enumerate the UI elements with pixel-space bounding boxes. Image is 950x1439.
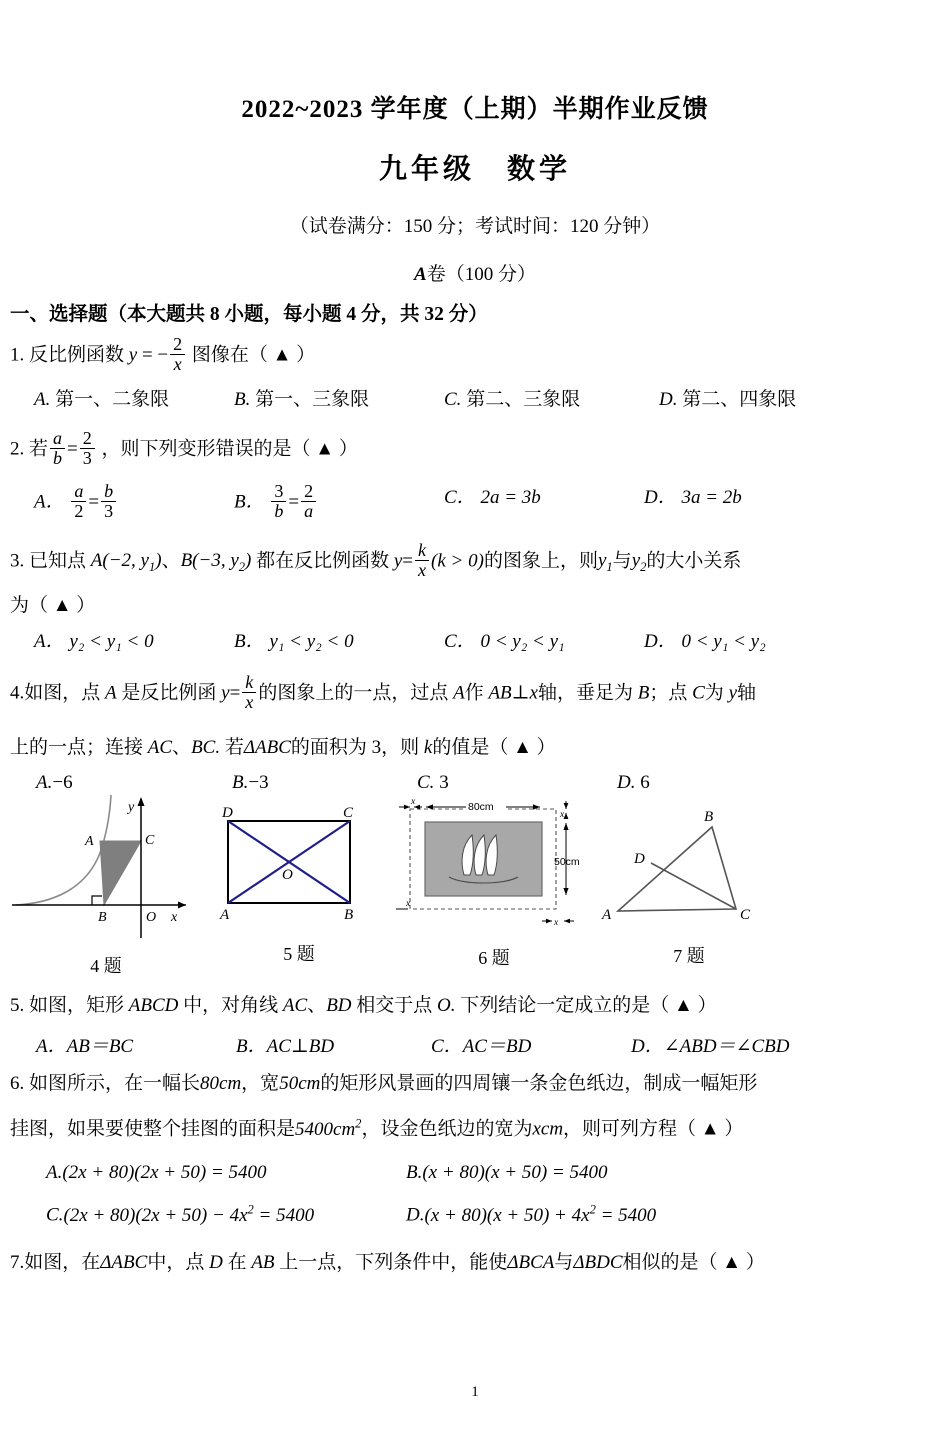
q3-point-b: [180, 550, 252, 574]
q4-perp: AB⊥x: [488, 682, 538, 704]
q4-line2-b: 若: [224, 736, 244, 758]
x-axis-arrow: [178, 902, 186, 909]
q5-option-a-label: A．: [36, 1035, 67, 1057]
q5-line1-b: 中，对角线: [183, 995, 279, 1017]
q2-option-b: [234, 482, 444, 521]
q4-option-d: [617, 772, 650, 794]
q5-line1-d: 下列结论一定成立的是（ ▲ ）: [460, 995, 717, 1017]
q3-pointA-main: A(−2, y: [90, 550, 149, 572]
q3-option-c: [444, 626, 644, 653]
q4-option-c-label: C.: [417, 772, 435, 794]
q2-a-den2: 3: [101, 501, 116, 521]
q6-option-c-label: C.: [46, 1204, 64, 1226]
question-4: [0, 673, 950, 712]
q1-option-a: [34, 384, 234, 411]
y-axis-arrow: [138, 797, 145, 806]
q4-eq-sign: =: [229, 682, 241, 704]
q3-line1-b: 都在反比例函数: [256, 550, 390, 572]
figure-7-caption: 7 题: [673, 946, 705, 967]
q2-b-eq: =: [288, 491, 300, 513]
q6-option-d: [406, 1202, 656, 1226]
fig6-x-label-bottomright: x: [554, 918, 559, 929]
q4-line1-b: 是反比例函: [121, 682, 217, 704]
q5-rect: ABCD: [128, 995, 179, 1017]
fig6-x-label-topleft: x: [411, 797, 416, 808]
q3-sep: 、: [161, 550, 181, 572]
q1-option-a-label: A.: [34, 388, 51, 410]
q5-option-c: [431, 1031, 631, 1058]
q5-option-d-label: D．: [631, 1035, 664, 1057]
q4-line1-d: 作: [464, 682, 484, 704]
q1-option-c-text: 第二、三象限: [466, 388, 581, 410]
q6-option-a: [46, 1162, 406, 1184]
question-3: [0, 541, 950, 580]
q5-number: 5.: [10, 995, 25, 1017]
q6-option-b-text: (x + 80)(x + 50) = 5400: [422, 1162, 608, 1184]
q4-number: 4.: [10, 682, 25, 704]
page-title: 2022~2023 学年度（上期）半期作业反馈: [241, 96, 709, 123]
q5-option-a: [36, 1031, 236, 1058]
q2-option-c: [444, 482, 644, 521]
q6-line1-a: 如图所示，在一幅长: [29, 1072, 201, 1094]
q4-option-a-label: A.: [36, 772, 53, 794]
q6-line2-c: ，则可列方程（ ▲ ）: [563, 1118, 744, 1140]
q3-condition: (k > 0): [431, 550, 484, 572]
q6-option-b: [406, 1162, 608, 1184]
q6-option-c: [46, 1202, 406, 1226]
q4-line1-a: 如图，点: [24, 682, 101, 704]
q4-option-b: [232, 772, 417, 794]
q3-option-b-text: y₁ < y₂ < 0: [269, 631, 354, 652]
q1-option-a-text: 第一、二象限: [55, 388, 170, 410]
figures-row: [0, 797, 950, 978]
figure-4-svg: [8, 793, 198, 943]
q3-number: 3.: [10, 550, 25, 572]
q3-fraction: [415, 541, 429, 580]
q3-frac-den: x: [415, 560, 429, 580]
q6-c-tail: = 5400: [253, 1204, 315, 1226]
q6-d-main: (x + 80)(x + 50) + 4x: [424, 1204, 590, 1226]
q3-point-a: [90, 550, 162, 574]
q3-option-b-label: B．: [234, 631, 265, 652]
subject-title: 九年级 数学: [378, 152, 571, 185]
part-label-letter: A: [414, 264, 427, 285]
fig5-label-C: C: [343, 805, 354, 822]
q2-text-before: 若: [29, 438, 49, 460]
figure-6-svg: [394, 793, 590, 935]
question-5-options: [0, 1031, 950, 1058]
question-6-options-row1: [0, 1162, 950, 1184]
q3-line1-a: 已知点: [29, 550, 87, 572]
fig4-label-y: y: [128, 800, 135, 816]
q6-area: [295, 1116, 362, 1140]
figure-7: [594, 799, 784, 978]
q7-number: 7.: [10, 1251, 25, 1273]
shaded-triangle-abc: [100, 841, 141, 905]
q4-pointB: B: [637, 682, 650, 704]
fig7-label-C: C: [740, 907, 751, 924]
figure-5-caption: 5 题: [283, 944, 315, 965]
q4-option-d-text: 6: [640, 772, 650, 794]
q3-pointB-end: ): [245, 550, 252, 572]
q1-frac-num: 2: [173, 334, 183, 354]
q4-line1-f: ；点: [649, 682, 688, 704]
q3-y2-sub: 2: [640, 559, 647, 574]
q7-line1-f: 相似的是（ ▲ ）: [622, 1251, 765, 1273]
q1-eq-var: y: [128, 344, 138, 366]
q3-eq-var: y: [393, 550, 403, 572]
q4-frac-num: k: [245, 672, 254, 692]
q4-sep: 、: [172, 736, 192, 758]
q1-option-b-label: B.: [234, 388, 251, 410]
figure-6-caption: 6 题: [478, 948, 510, 969]
exam-info: （试卷满分：150 分；考试时间：120 分钟）: [289, 216, 661, 237]
q4-triangle: ΔABC: [243, 736, 291, 758]
fig5-label-O: O: [282, 867, 293, 884]
q5-diag2: BD: [326, 995, 352, 1017]
part-label-rest: 卷（100 分）: [426, 264, 536, 285]
q5-option-d: [631, 1031, 790, 1058]
q7-tri1: ΔABC: [100, 1251, 148, 1273]
q2-option-d-text: 3a = 2b: [681, 486, 742, 508]
fig4-label-C: C: [145, 833, 155, 849]
q7-tri2: ΔBCA: [507, 1251, 555, 1273]
q5-option-b-label: B．: [236, 1035, 267, 1057]
q1-eq-sign: = −: [141, 344, 169, 366]
q6-option-b-label: B.: [406, 1162, 423, 1184]
q6-area-main: 5400cm: [295, 1118, 356, 1140]
q1-option-b: [234, 384, 444, 411]
part-label: [0, 259, 950, 286]
q3-y2: [631, 550, 647, 574]
q7-line1-b: 中，点: [147, 1251, 205, 1273]
q4-option-b-text: −3: [248, 772, 269, 794]
fig4-label-B: B: [98, 910, 107, 926]
q3-option-d-text: 0 < y₁ < y₂: [681, 631, 766, 652]
figure-4-caption: 4 题: [90, 956, 122, 977]
fig5-label-D: D: [222, 805, 233, 822]
q6-line1-b: ，宽: [241, 1072, 280, 1094]
q5-option-c-label: C．: [431, 1035, 463, 1057]
q5-diag1: AC: [282, 995, 308, 1017]
q3-option-a-text: y₂ < y₁ < 0: [69, 631, 154, 652]
q3-pointA-sub: 1: [148, 559, 156, 574]
q1-fraction: [170, 335, 185, 374]
q3-option-b: [234, 626, 444, 653]
q4-seg2: BC.: [191, 736, 221, 758]
q3-line2: 为（ ▲ ）: [10, 594, 96, 616]
q1-text-after: 图像在（ ▲ ）: [191, 344, 316, 366]
q7-line1-c: 在: [227, 1251, 247, 1273]
q5-pointO: O.: [437, 995, 456, 1017]
q2-a-eq: =: [88, 491, 100, 513]
question-2: [0, 429, 950, 468]
q3-y2-main: y: [631, 550, 641, 572]
q6-c-sup: 2: [247, 1202, 254, 1217]
q6-d-sup: 2: [589, 1202, 596, 1217]
q3-option-d-label: D．: [644, 631, 677, 652]
q1-option-d: [659, 384, 796, 411]
q3-y1-main: y: [597, 550, 607, 572]
q6-d-tail: = 5400: [595, 1204, 657, 1226]
q3-y1-sub: 1: [606, 559, 613, 574]
q3-eq-sign: =: [402, 550, 414, 572]
q6-area-sup: 2: [355, 1116, 362, 1131]
q6-width: 50cm: [279, 1072, 321, 1094]
q6-length: 80cm: [200, 1072, 242, 1094]
q3-frac-num: k: [418, 539, 427, 560]
fig4-label-x: x: [171, 910, 178, 926]
q6-line2-b: ，设金色纸边的宽为: [361, 1118, 533, 1140]
q4-line1-g: 为: [704, 682, 724, 704]
q2-b-num1: 3: [274, 480, 284, 501]
fig5-label-A: A: [220, 907, 230, 924]
q4-option-a-text: −6: [52, 772, 73, 794]
q2-option-b-frac1: [271, 482, 286, 521]
fig4-label-A: A: [85, 834, 94, 850]
q2-b-den2: a: [301, 501, 316, 521]
q2-rhs-num: 2: [82, 427, 92, 448]
q4-line2-c: 的面积为 3，则: [290, 736, 420, 758]
q3-pointB-sub: 2: [238, 559, 246, 574]
fig5-label-B: B: [344, 907, 354, 924]
section-heading: 一、选择题（本大题共 8 小题，每小题 4 分，共 32 分）: [10, 304, 488, 325]
q1-text-before: 反比例函数: [29, 344, 125, 366]
q4-option-c-text: 3: [439, 772, 449, 794]
q3-option-c-text: 0 < y₂ < y₁: [480, 631, 565, 652]
q2-rhs-den: 3: [80, 448, 95, 468]
question-3-options: [0, 626, 950, 653]
fig6-x-label-topright: x: [560, 810, 565, 821]
fig6-height-label: 50cm: [554, 856, 580, 869]
q3-pointB-main: B(−3, y: [180, 550, 239, 572]
q3-y1: [597, 550, 613, 574]
q3-pointA-end: ): [155, 550, 162, 572]
exam-page: [0, 95, 950, 1439]
q4-pointA: A: [105, 682, 117, 704]
fig7-label-D: D: [634, 851, 645, 868]
q2-lhs-num: a: [53, 427, 63, 448]
q1-option-d-label: D.: [659, 388, 678, 410]
right-angle-mark: [92, 896, 102, 905]
q2-option-c-label: C．: [444, 486, 476, 508]
q2-option-a-frac2: [101, 482, 116, 521]
q3-option-c-label: C．: [444, 631, 476, 652]
q3-option-d: [644, 626, 766, 653]
q3-option-a-label: A．: [34, 631, 65, 652]
q7-line1-a: 如图，在: [24, 1251, 101, 1273]
q2-number: 2.: [10, 438, 25, 460]
q1-option-b-text: 第一、三象限: [255, 388, 370, 410]
q5-option-b: [236, 1031, 431, 1058]
q2-option-b-label: B．: [234, 491, 265, 513]
q6-c-main: (2x + 80)(2x + 50) − 4x: [63, 1204, 248, 1226]
q1-option-d-text: 第二、四象限: [682, 388, 797, 410]
q4-line1-h: 轴: [737, 682, 757, 704]
q6-xcm: xcm: [532, 1118, 564, 1140]
q2-rhs-fraction: [80, 429, 95, 468]
fig6-x-label-bottomleft: x: [406, 899, 411, 910]
q5-line1-a: 如图，矩形: [29, 995, 125, 1017]
q5-option-c-text: AC＝BD: [462, 1035, 532, 1057]
q4-eq-var: y: [221, 682, 230, 704]
q2-a-den1: 2: [71, 501, 86, 521]
q6-line2: [0, 1114, 950, 1144]
q2-lhs-den: b: [50, 448, 65, 468]
q5-option-d-text: ∠ABD＝∠CBD: [663, 1035, 790, 1057]
page-number: 1: [471, 1384, 479, 1400]
fig7-label-A: A: [602, 907, 612, 924]
figure-5: [204, 795, 394, 978]
q4-option-a: [36, 772, 232, 794]
question-6: [0, 1070, 950, 1099]
q7-line1-d: 上一点，下列条件中，能使: [279, 1251, 508, 1273]
question-2-options: [0, 482, 950, 521]
q3-line1-d: 的大小关系: [646, 550, 742, 572]
q6-number: 6.: [10, 1072, 25, 1094]
q4-seg1: AC: [147, 736, 173, 758]
q6-option-d-text: [424, 1202, 657, 1226]
q2-option-a-label: A．: [34, 491, 65, 513]
q6-line2-a: 挂图，如果要使整个挂图的面积是: [10, 1118, 296, 1140]
question-6-options-row2: [0, 1202, 950, 1226]
q4-line1-e: 轴，垂足为: [537, 682, 633, 704]
q2-text-after: ，则下列变形错误的是（ ▲ ）: [101, 438, 358, 460]
q2-b-den1: b: [271, 501, 286, 521]
q4-line2: [0, 734, 950, 763]
q2-option-d-label: D．: [644, 486, 677, 508]
question-1: [0, 335, 950, 374]
q1-option-c: [444, 384, 659, 411]
q2-lhs-fraction: [50, 429, 65, 468]
q4-frac-den: x: [242, 692, 256, 712]
q5-sep: 、: [307, 995, 327, 1017]
q4-line1-c: 的图象上的一点，过点: [258, 682, 449, 704]
figure-7-svg: [594, 799, 780, 933]
q7-tri3: ΔBDC: [573, 1251, 623, 1273]
fig7-label-B: B: [704, 809, 714, 826]
q6-line1-c: 的矩形风景画的四周镶一条金色纸边，制成一幅矩形: [320, 1072, 758, 1094]
q7-line1-e: 与: [554, 1251, 574, 1273]
q2-equals: =: [67, 438, 78, 460]
q4-option-c: [417, 772, 617, 794]
segment-dc: [651, 863, 736, 909]
q4-option-d-label: D.: [617, 772, 636, 794]
q1-frac-den: x: [170, 354, 185, 374]
fig6-width-label: 80cm: [468, 801, 494, 814]
question-5: [0, 992, 950, 1021]
q5-option-a-text: AB＝BC: [66, 1035, 134, 1057]
q5-line1-c: 相交于点: [356, 995, 433, 1017]
q2-option-a: [34, 482, 234, 521]
q2-option-c-text: 2a = 3b: [480, 486, 541, 508]
q4-fraction: [242, 673, 256, 712]
q4-option-b-label: B.: [232, 772, 249, 794]
q2-option-a-frac1: [71, 482, 86, 521]
q4-k: k: [423, 736, 433, 758]
q2-a-num2: b: [104, 480, 114, 501]
figure-6: [394, 793, 594, 978]
q7-pointD: D: [209, 1251, 223, 1273]
q6-option-d-label: D.: [406, 1204, 425, 1226]
q4-axis-y: y: [728, 682, 737, 704]
triangle-abc: [618, 827, 736, 911]
q6-option-a-text: (2x + 80)(2x + 50) = 5400: [62, 1162, 267, 1184]
q4-pointA2: A: [453, 682, 465, 704]
q1-option-c-label: C.: [444, 388, 462, 410]
q2-option-b-frac2: [301, 482, 316, 521]
q1-number: 1.: [10, 344, 25, 366]
q2-option-d: [644, 482, 742, 521]
question-7: [0, 1249, 950, 1278]
figure-4: [8, 793, 204, 978]
figure-5-svg: [204, 795, 384, 931]
q4-pointC: C: [692, 682, 705, 704]
q3-with: 与: [612, 550, 632, 572]
q2-a-num1: a: [74, 480, 84, 501]
question-4-options: [0, 772, 950, 794]
question-1-options: [0, 384, 950, 411]
q6-option-c-text: [63, 1202, 315, 1226]
q3-line1-c: 的图象上，则: [483, 550, 598, 572]
q2-b-num2: 2: [304, 480, 314, 501]
q6-option-a-label: A.: [46, 1162, 63, 1184]
q4-line2-a: 上的一点；连接: [10, 736, 144, 758]
q7-segAB: AB: [251, 1251, 275, 1273]
q5-option-b-text: AC⊥BD: [266, 1035, 335, 1057]
hyperbola-curve: [16, 795, 111, 905]
q4-line2-d: 的值是（ ▲ ）: [432, 736, 556, 758]
fig4-label-O: O: [146, 910, 157, 926]
q3-option-a: [34, 626, 234, 653]
